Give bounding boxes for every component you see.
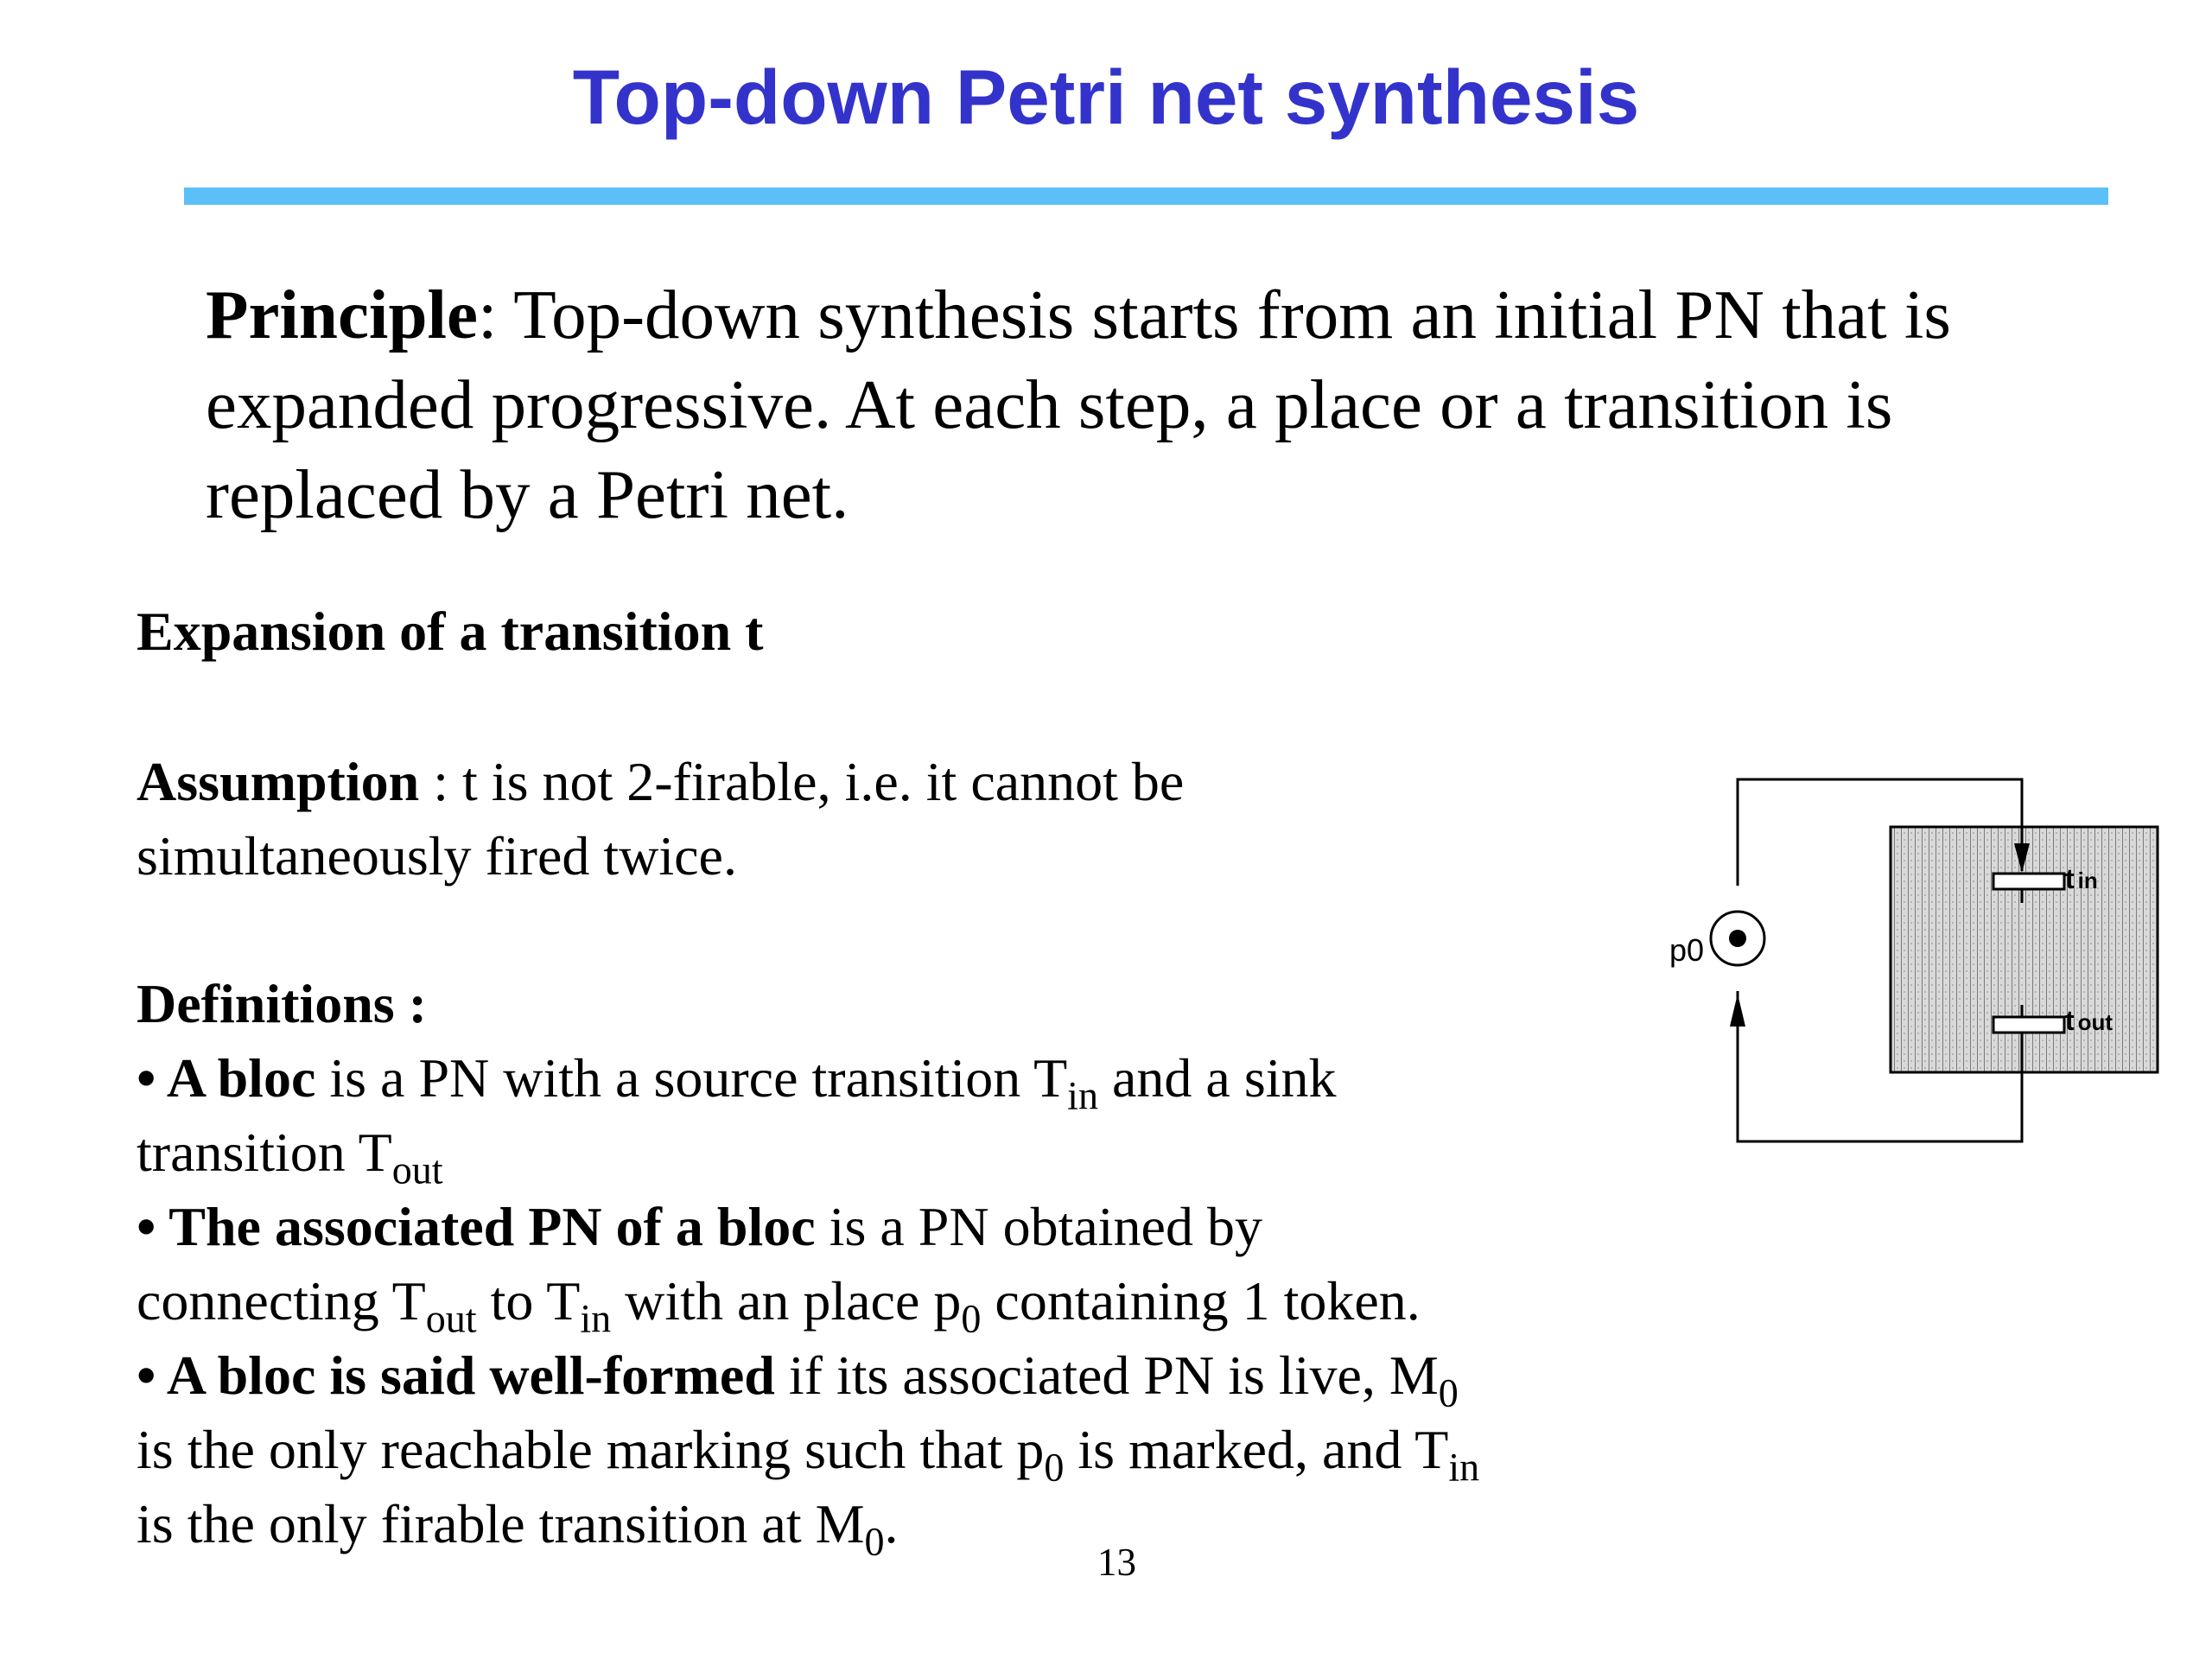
assumption-label: Assumption xyxy=(137,751,420,812)
definition-associated-text-a: connecting T xyxy=(137,1270,426,1332)
definition-associated-text-d: containing 1 token. xyxy=(981,1270,1421,1332)
place-p0-label: p0 xyxy=(1669,932,1705,968)
subscript-0: 0 xyxy=(864,1519,885,1564)
transition-t-out xyxy=(1993,1017,2064,1033)
arrowhead-p0 xyxy=(1730,994,1745,1027)
definitions-heading: Definitions : xyxy=(137,973,427,1034)
definition-wellformed-text-a: is the only reachable marking such that p xyxy=(137,1419,1045,1480)
definition-bloc-line-1 xyxy=(137,1041,1479,1116)
principle-line-2: expanded progressive. At each step, a place or a transition is xyxy=(206,365,1893,443)
slide-title: Top-down Petri net synthesis xyxy=(572,54,1640,140)
subscript-in: in xyxy=(1448,1445,1480,1490)
subscript-out: out xyxy=(425,1296,477,1341)
assumption-line-1-text: : t is not 2-firable, i.e. it cannot be xyxy=(419,751,1185,812)
definition-associated-line-2 xyxy=(137,1264,1479,1341)
petri-net-diagram xyxy=(1590,760,2186,1158)
transition-t-in xyxy=(1993,874,2064,889)
definition-wellformed-text: if its associated PN is live, M xyxy=(774,1344,1439,1406)
assumption-line-1 xyxy=(137,745,1184,819)
definition-associated-text-b: to T xyxy=(476,1270,581,1332)
subscript-0: 0 xyxy=(1438,1370,1459,1415)
definition-bloc-line-2 xyxy=(137,1116,1479,1190)
definition-bloc-text: is a PN with a source transition T xyxy=(315,1047,1068,1109)
definition-wellformed-text-c: is the only firable transition at M xyxy=(137,1493,865,1554)
bullet: • xyxy=(137,1047,167,1109)
principle-line-1 xyxy=(206,270,2158,359)
definition-wellformed-line-1 xyxy=(137,1338,1479,1413)
definition-wellformed-text-d: . xyxy=(884,1493,899,1554)
bullet: • xyxy=(137,1196,169,1257)
definition-associated-text: is a PN obtained by xyxy=(815,1196,1262,1257)
definition-wellformed-line-2 xyxy=(137,1413,1480,1490)
definition-bloc-text-end: and a sink xyxy=(1098,1047,1337,1109)
definition-bloc-text-line-2: transition T xyxy=(137,1122,392,1183)
principle-line-3: replaced by a Petri net. xyxy=(206,455,849,533)
definition-associated-text-c: with an place p xyxy=(611,1270,962,1332)
subscript-0: 0 xyxy=(961,1296,982,1341)
principle-paragraph xyxy=(206,270,2158,539)
definition-associated-line-1 xyxy=(137,1190,1479,1264)
assumption-paragraph xyxy=(137,745,1184,893)
principle-label: Principle xyxy=(206,276,478,353)
title-underline xyxy=(184,188,2108,205)
subscript-in: in xyxy=(1067,1073,1098,1118)
petri-net-svg xyxy=(1590,760,2186,1158)
definition-associated-term: The associated PN of a bloc xyxy=(168,1196,816,1257)
assumption-line-2: simultaneously fired twice. xyxy=(137,825,737,887)
subscript-out: out xyxy=(391,1147,443,1192)
expansion-heading: Expansion of a transition t xyxy=(137,601,764,662)
page-number: 13 xyxy=(1097,1541,1136,1584)
transition-t-out-label: t out xyxy=(2065,1005,2113,1036)
bullet: • xyxy=(137,1344,167,1406)
definition-wellformed-term: A bloc is said well-formed xyxy=(166,1344,775,1406)
token xyxy=(1729,930,1746,947)
transition-t-in-label: t in xyxy=(2065,863,2098,894)
subscript-0: 0 xyxy=(1044,1445,1065,1490)
principle-line-1-text: : Top-down synthesis starts from an initial PN that is xyxy=(477,276,1951,353)
subscript-in: in xyxy=(580,1296,612,1341)
definition-wellformed-text-b: is marked, and T xyxy=(1064,1419,1449,1480)
definition-bloc-term: A bloc xyxy=(166,1047,316,1109)
